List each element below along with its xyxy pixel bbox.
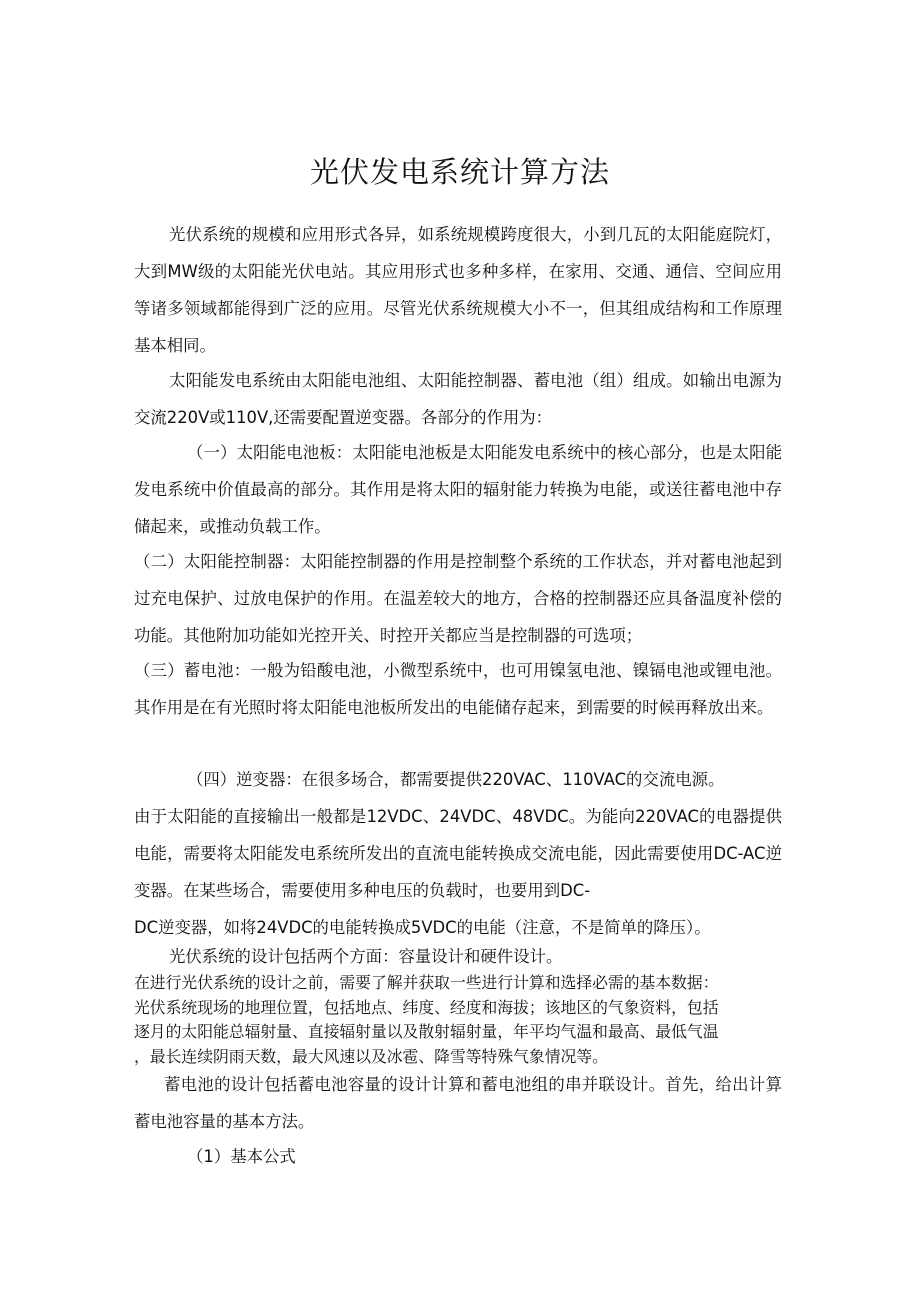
paragraph-inverter	[134, 761, 782, 946]
paragraph-intro: 光伏系统的规模和应用形式各异，如系统规模跨度很大，小到几瓦的太阳能庭院灯，大到MW级的太阳能光伏电站。其应用形式也多种多样，在家用、交通、通信、空间应用等诸多领域都能得到广泛的应用。尽管光伏系统规模大小不一，但其组成结构和工作原理基本相同。	[134, 225, 782, 355]
inverter-last-line: DC逆变器，如将24VDC的电能转换成5VDC的电能（注意，不是简单的降压）。	[134, 918, 711, 937]
basic-data-line: 光伏系统现场的地理位置，包括地点、纬度、经度和海拔；该地区的气象资料，包括	[134, 997, 719, 1017]
basic-data-line: 在进行光伏系统的设计之前，需要了解并获取一些进行计算和选择必需的基本数据：	[134, 973, 719, 992]
paragraph-system-composition: 太阳能发电系统由太阳能电池组、太阳能控制器、蓄电池（组）组成。如输出电源为交流220V或110V,还需要配置逆变器。各部分的作用为：	[134, 371, 782, 427]
basic-data-line: ，最长连续阴雨天数，最大风速以及冰雹、降雪等特殊气象情况等。	[134, 1046, 608, 1066]
section-heading-basic-formula: （1）基本公式	[187, 1147, 296, 1166]
paragraph-design-aspects: 光伏系统的设计包括两个方面：容量设计和硬件设计。	[169, 947, 563, 966]
document-title: 光伏发电系统计算方法	[309, 155, 610, 189]
paragraph-battery-design: 蓄电池的设计包括蓄电池容量的设计计算和蓄电池组的串并联设计。首先，给出计算蓄电池容量的基本方法。	[134, 1075, 782, 1131]
paragraph-solar-panel: （一）太阳能电池板：太阳能电池板是太阳能发电系统中的核心部分，也是太阳能发电系统中价值最高的部分。其作用是将太阳的辐射能力转换为电能，或送往蓄电池中存储起来，或推动负载工作。	[134, 443, 782, 536]
paragraph-basic-data	[134, 971, 782, 1069]
inverter-body: 由于太阳能的直接输出一般都是12VDC、24VDC、48VDC。为能向220VAC的电器提供电能，需要将太阳能发电系统所发出的直流电能转换成交流电能，因此需要使用DC-AC逆变器。在某些场合，需要使用多种电压的负载时，也要用到DC-	[134, 807, 782, 900]
paragraph-controller: （二）太阳能控制器：太阳能控制器的作用是控制整个系统的工作状态，并对蓄电池起到过充电保护、过放电保护的作用。在温差较大的地方，合格的控制器还应具备温度补偿的功能。其他附加功能如光控开关、时控开关都应当是控制器的可选项；	[134, 552, 782, 645]
paragraph-battery: （三）蓄电池：一般为铅酸电池，小微型系统中，也可用镍氢电池、镍镉电池或锂电池。其作用是在有光照时将太阳能电池板所发出的电能储存起来，到需要的时候再释放出来。	[134, 661, 782, 717]
basic-data-line: 逐月的太阳能总辐射量、直接辐射量以及散射辐射量，年平均气温和最高、最低气温	[134, 1022, 719, 1041]
inverter-first-line: （四）逆变器：在很多场合，都需要提供220VAC、110VAC的交流电源。	[187, 770, 725, 789]
